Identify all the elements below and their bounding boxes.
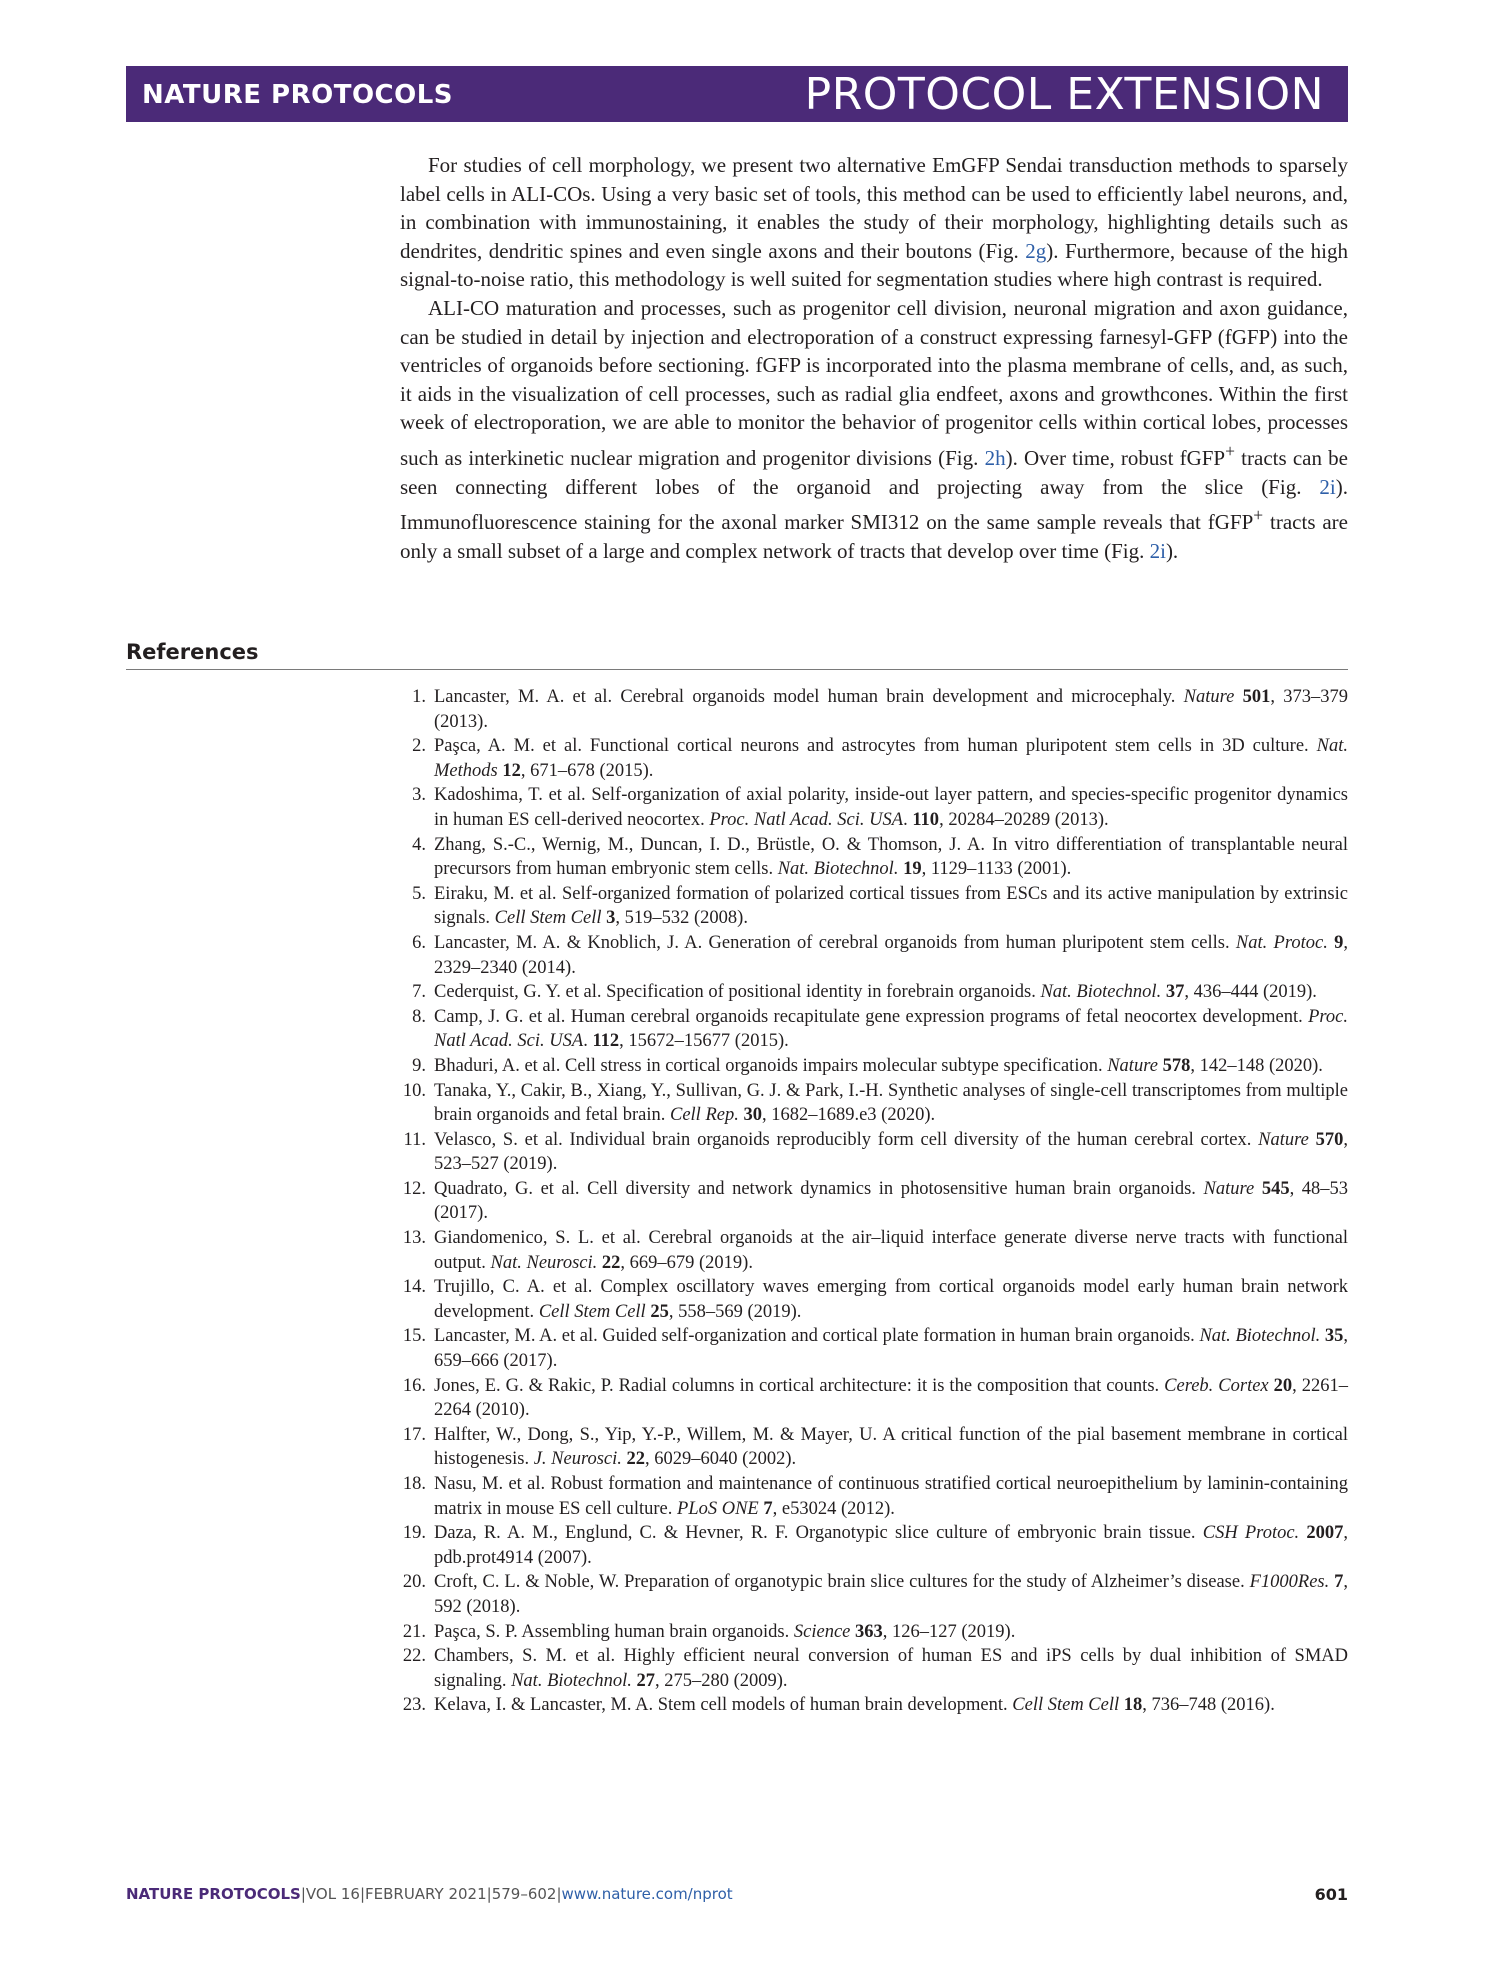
reference-text xyxy=(434,1695,1275,1715)
reference-number: 8. xyxy=(412,1006,426,1027)
footer-volume: VOL 16 xyxy=(305,1885,360,1903)
reference-authors-title: Lancaster, M. A. et al. Cerebral organoids model human brain development and microcephaly. xyxy=(434,687,1184,707)
reference-pages-year: , 659–666 (2017). xyxy=(434,1326,1349,1372)
header-banner xyxy=(126,66,1348,122)
reference-journal: Science xyxy=(793,1621,851,1642)
figure-link[interactable]: 2h xyxy=(984,445,1006,470)
reference-number: 21. xyxy=(402,1621,426,1642)
reference-journal: CSH Protoc. xyxy=(1202,1523,1300,1544)
reference-volume: 578 xyxy=(1162,1055,1191,1076)
reference-authors-title: Giandomenico, S. L. et al. Cerebral organoids at the air–liquid interface generate diverse nerve tracts with functional output. xyxy=(434,1228,1348,1273)
reference-journal: Cell Stem Cell xyxy=(538,1301,646,1322)
footer-journal: NATURE PROTOCOLS xyxy=(126,1885,301,1903)
reference-journal: Nature xyxy=(1183,687,1235,707)
reference-journal: Cell Stem Cell xyxy=(1012,1695,1120,1716)
reference-volume: 27 xyxy=(636,1670,655,1691)
reference-item xyxy=(396,1128,1348,1177)
reference-journal: Nat. Biotechnol. xyxy=(511,1670,632,1691)
reference-number: 22. xyxy=(402,1646,426,1667)
reference-pages-year: , 436–444 (2019). xyxy=(1184,982,1317,1003)
reference-authors-title: Trujillo, C. A. et al. Complex oscillatory waves emerging from cortical organoids model early human brain network development. xyxy=(434,1277,1348,1322)
reference-number: 15. xyxy=(402,1326,426,1347)
reference-authors-title: Nasu, M. et al. Robust formation and maintenance of continuous stratified cortical neuroepithelium by laminin-containing matrix in mouse ES cell culture. xyxy=(434,1474,1348,1519)
reference-authors-title: Paşca, A. M. et al. Functional cortical neurons and astrocytes from human pluripotent stem cells in 3D culture. xyxy=(434,736,1317,757)
reference-volume: 501 xyxy=(1242,687,1271,707)
text-span: For studies of cell morphology, we present two alternative EmGFP Sendai transduction methods to sparsely label cells in ALI-COs. Using a very basic set of tools, this method can be used to efficiently label neurons, and, in combination with immunostaining, it enables the study of their morphology, highlighting details such as dendrites, dendritic spines and even single axons and their boutons (Fig. xyxy=(400,153,1348,263)
page-footer xyxy=(126,1885,1348,1903)
footer-separator: | xyxy=(556,1885,562,1903)
text-span: ). Over time, robust fGFP xyxy=(1005,445,1226,470)
reference-number: 5. xyxy=(412,883,426,904)
journal-name: NATURE PROTOCOLS xyxy=(142,80,454,110)
reference-journal: Cereb. Cortex xyxy=(1164,1375,1269,1396)
reference-journal: Proc. Natl Acad. Sci. USA xyxy=(434,1006,1348,1052)
reference-pages-year: , 126–127 (2019). xyxy=(882,1621,1016,1642)
reference-authors-title: Kelava, I. & Lancaster, M. A. Stem cell models of human brain development. xyxy=(434,1695,1013,1716)
reference-text xyxy=(434,1572,1348,1617)
reference-journal: Nature xyxy=(1203,1178,1255,1199)
reference-authors-title: Quadrato, G. et al. Cell diversity and network dynamics in photosensitive human brain organoids. xyxy=(434,1178,1204,1199)
footer-separator: | xyxy=(359,1885,365,1903)
body-text xyxy=(400,151,1348,565)
reference-pages-year: , pdb.prot4914 (2007). xyxy=(434,1523,1349,1568)
reference-authors-title: Chambers, S. M. et al. Highly efficient neural conversion of human ES and iPS cells by dual inhibition of SMAD signaling. xyxy=(434,1646,1348,1691)
reference-spacer xyxy=(1234,687,1242,707)
reference-volume: 2007 xyxy=(1306,1523,1344,1544)
text-span: ). Immunofluorescence staining for the axonal marker SMI312 on the same sample reveals that fGFP xyxy=(400,474,1348,535)
reference-number: 10. xyxy=(402,1080,426,1101)
reference-volume: 570 xyxy=(1315,1129,1344,1150)
reference-item xyxy=(396,833,1348,882)
reference-text xyxy=(434,1081,1348,1126)
reference-item xyxy=(396,1620,1348,1645)
reference-pages-year: , 1129–1133 (2001). xyxy=(921,859,1072,880)
page-number: 601 xyxy=(1314,1885,1348,1904)
reference-authors-title: Zhang, S.-C., Wernig, M., Duncan, I. D., Brüstle, O. & Thomson, J. A. In vitro differentiation of transplantable neural precursors from human embryonic stem cells. xyxy=(434,834,1348,880)
reference-text xyxy=(434,1523,1348,1568)
reference-item xyxy=(396,1005,1348,1054)
reference-authors-title: Velasco, S. et al. Individual brain organoids reproducibly form cell diversity of the human cerebral cortex. xyxy=(434,1129,1259,1150)
reference-text xyxy=(434,1646,1348,1691)
reference-volume: 110 xyxy=(912,809,940,830)
reference-item xyxy=(396,931,1348,980)
reference-number: 4. xyxy=(412,834,426,855)
text-span: tracts can be seen connecting different lobes of the organoid and projecting away from the slice (Fig. xyxy=(400,445,1348,499)
reference-item xyxy=(396,1521,1348,1570)
reference-volume: 3 xyxy=(606,908,616,929)
reference-authors-title: Croft, C. L. & Noble, W. Preparation of organotypic brain slice cultures for the study of Alzheimer’s disease. xyxy=(434,1572,1250,1593)
reference-authors-title: Lancaster, M. A. & Knoblich, J. A. Generation of cerebral organoids from human pluripotent stem cells. xyxy=(434,932,1236,953)
text-span: ). xyxy=(1165,538,1179,563)
reference-number: 11. xyxy=(403,1129,426,1150)
reference-volume: 19 xyxy=(903,859,922,880)
reference-number: 1. xyxy=(412,687,426,707)
paragraph xyxy=(400,151,1348,294)
reference-pages-year: , 523–527 (2019). xyxy=(434,1129,1349,1175)
reference-item xyxy=(396,1275,1348,1324)
reference-number: 7. xyxy=(412,982,426,1003)
footer-pages: 579–602 xyxy=(491,1885,557,1903)
reference-text xyxy=(434,1622,1015,1642)
reference-text xyxy=(434,835,1348,880)
reference-spacer: . xyxy=(903,809,913,830)
reference-journal: Nat. Methods xyxy=(434,736,1348,781)
paragraph xyxy=(400,294,1348,565)
reference-journal: PLoS ONE xyxy=(677,1498,759,1519)
reference-text xyxy=(434,884,1348,929)
reference-authors-title: Bhaduri, A. et al. Cell stress in cortical organoids impairs molecular subtype specification. xyxy=(434,1055,1108,1076)
footer-separator: | xyxy=(486,1885,492,1903)
reference-volume: 7 xyxy=(1334,1572,1344,1593)
reference-item xyxy=(396,1079,1348,1128)
footer-separator: | xyxy=(300,1885,306,1903)
reference-text xyxy=(434,1277,1348,1322)
article-type: PROTOCOL EXTENSION xyxy=(804,69,1324,120)
reference-text xyxy=(434,1130,1348,1175)
reference-volume: 22 xyxy=(626,1449,646,1470)
reference-pages-year: , 15672–15677 (2015). xyxy=(619,1031,789,1052)
reference-number: 13. xyxy=(402,1228,426,1249)
reference-text xyxy=(434,1007,1348,1052)
figure-link[interactable]: 2i xyxy=(1319,474,1336,499)
reference-journal: Cell Rep. xyxy=(669,1105,739,1126)
reference-authors-title: Paşca, S. P. Assembling human brain organoids. xyxy=(434,1621,794,1642)
reference-text xyxy=(434,736,1348,781)
figure-link[interactable]: 2g xyxy=(1025,238,1047,263)
reference-volume: 112 xyxy=(592,1031,620,1052)
reference-pages-year: , 1682–1689.e3 (2020). xyxy=(761,1105,936,1126)
text-span: tracts are only a small subset of a large and complex network of tracts that develop over time (Fig. xyxy=(400,510,1348,563)
reference-pages-year: , 48–53 (2017). xyxy=(434,1178,1349,1224)
reference-item xyxy=(396,685,1348,734)
reference-journal: Proc. Natl Acad. Sci. USA xyxy=(709,809,904,830)
figure-link[interactable]: 2i xyxy=(1149,538,1166,563)
reference-item xyxy=(396,980,1348,1005)
reference-number: 14. xyxy=(402,1277,426,1298)
reference-item xyxy=(396,1226,1348,1275)
reference-text xyxy=(434,1425,1348,1470)
reference-authors-title: Lancaster, M. A. et al. Guided self-organization and cortical plate formation in human brain organoids. xyxy=(434,1326,1200,1347)
reference-authors-title: Cederquist, G. Y. et al. Specification of positional identity in forebrain organoids. xyxy=(434,982,1041,1003)
reference-text xyxy=(434,1474,1348,1519)
reference-volume: 9 xyxy=(1334,932,1344,953)
reference-volume: 22 xyxy=(601,1252,621,1273)
reference-text xyxy=(434,1056,1323,1076)
reference-journal: Nature xyxy=(1107,1055,1158,1076)
reference-pages-year: , 2261–2264 (2010). xyxy=(434,1375,1349,1421)
reference-authors-title: Halfter, W., Dong, S., Yip, Y.-P., Willem, M. & Mayer, U. A critical function of the pial basement membrane in cortical histogenesis. xyxy=(434,1424,1348,1470)
reference-item xyxy=(396,882,1348,931)
reference-text xyxy=(434,1179,1348,1224)
reference-volume: 18 xyxy=(1123,1695,1143,1716)
reference-pages-year: , 142–148 (2020). xyxy=(1190,1055,1323,1076)
reference-journal: F1000Res. xyxy=(1249,1572,1330,1593)
footer-url-link[interactable]: www.nature.com/nprot xyxy=(561,1885,733,1903)
reference-spacer xyxy=(1254,1179,1262,1199)
reference-text xyxy=(434,1228,1348,1273)
reference-number: 12. xyxy=(402,1178,426,1199)
reference-number: 9. xyxy=(412,1055,426,1076)
reference-text xyxy=(434,1376,1348,1421)
reference-pages-year: , e53024 (2012). xyxy=(772,1498,895,1519)
reference-text xyxy=(434,933,1348,978)
reference-item xyxy=(396,1644,1348,1693)
reference-number: 20. xyxy=(402,1572,426,1593)
references-heading: References xyxy=(126,640,259,664)
reference-volume: 7 xyxy=(763,1498,773,1519)
reference-pages-year: , 373–379 (2013). xyxy=(434,687,1348,732)
reference-volume: 25 xyxy=(650,1301,669,1322)
reference-volume: 12 xyxy=(502,760,521,781)
reference-volume: 35 xyxy=(1324,1326,1344,1347)
reference-item xyxy=(396,1177,1348,1226)
reference-pages-year: , 669–679 (2019). xyxy=(620,1252,753,1273)
reference-text xyxy=(434,982,1317,1002)
reference-number: 23. xyxy=(402,1695,426,1716)
reference-journal: Nat. Neurosci. xyxy=(490,1252,598,1273)
reference-journal: Nat. Biotechnol. xyxy=(777,859,899,880)
reference-journal: Nat. Protoc. xyxy=(1235,932,1328,953)
reference-pages-year: , 275–280 (2009). xyxy=(654,1670,788,1691)
reference-volume: 363 xyxy=(855,1621,883,1642)
reference-volume: 20 xyxy=(1273,1375,1293,1396)
reference-journal: Cell Stem Cell xyxy=(494,908,602,929)
reference-pages-year: , 592 (2018). xyxy=(434,1572,1349,1617)
reference-item xyxy=(396,1374,1348,1423)
reference-authors-title: Daza, R. A. M., Englund, C. & Hevner, R. F. Organotypic slice culture of embryonic brain tissue. xyxy=(434,1523,1203,1544)
reference-pages-year: , 20284–20289 (2013). xyxy=(939,809,1109,830)
reference-pages-year: , 6029–6040 (2002). xyxy=(645,1449,797,1470)
reference-item xyxy=(396,734,1348,783)
reference-volume: 30 xyxy=(743,1105,762,1126)
reference-item xyxy=(396,1693,1348,1718)
references-divider xyxy=(126,669,1348,670)
references-list xyxy=(396,685,1348,1718)
text-span: ). Furthermore, because of the high signal-to-noise ratio, this methodology is well suited for segmentation studies where high contrast is required. xyxy=(400,238,1348,292)
reference-item xyxy=(396,1054,1348,1079)
reference-authors-title: Jones, E. G. & Rakic, P. Radial columns in cortical architecture: it is the composition that counts. xyxy=(434,1375,1165,1396)
reference-journal: J. Neurosci. xyxy=(533,1449,622,1470)
superscript: + xyxy=(1253,505,1264,526)
reference-journal: Nat. Biotechnol. xyxy=(1199,1326,1321,1347)
reference-number: 2. xyxy=(412,736,426,757)
reference-number: 6. xyxy=(412,932,426,953)
reference-authors-title: Camp, J. G. et al. Human cerebral organoids recapitulate gene expression programs of fetal neocortex development. xyxy=(434,1006,1309,1027)
reference-number: 17. xyxy=(402,1424,426,1445)
reference-number: 18. xyxy=(402,1474,426,1494)
reference-authors-title: Tanaka, Y., Cakir, B., Xiang, Y., Sullivan, G. J. & Park, I.-H. Synthetic analyses of single-cell transcriptomes from multiple brain organoids and fetal brain. xyxy=(434,1080,1348,1126)
reference-item xyxy=(396,783,1348,832)
footer-issue-date: FEBRUARY 2021 xyxy=(365,1885,487,1903)
reference-text xyxy=(434,687,1348,732)
reference-number: 16. xyxy=(402,1375,426,1396)
reference-authors-title: Kadoshima, T. et al. Self-organization of axial polarity, inside-out layer pattern, and species-specific progenitor dynamics in human ES cell-derived neocortex. xyxy=(434,785,1348,830)
reference-volume: 545 xyxy=(1261,1178,1290,1199)
reference-number: 19. xyxy=(402,1523,426,1544)
reference-item xyxy=(396,1472,1348,1521)
reference-spacer xyxy=(1309,1130,1316,1150)
reference-text xyxy=(434,1326,1348,1371)
reference-item xyxy=(396,1570,1348,1619)
reference-pages-year: , 671–678 (2015). xyxy=(520,760,654,781)
reference-item xyxy=(396,1324,1348,1373)
reference-authors-title: Eiraku, M. et al. Self-organized formation of polarized cortical tissues from ESCs and its active manipulation by extrinsic signals. xyxy=(434,883,1348,929)
reference-pages-year: , 519–532 (2008). xyxy=(615,908,748,929)
reference-number: 3. xyxy=(412,785,426,806)
reference-journal: Nat. Biotechnol. xyxy=(1040,982,1162,1003)
reference-text xyxy=(434,785,1348,830)
reference-volume: 37 xyxy=(1165,982,1185,1003)
reference-pages-year: , 2329–2340 (2014). xyxy=(434,932,1348,978)
reference-journal: Nature xyxy=(1258,1129,1309,1150)
superscript: + xyxy=(1225,440,1235,461)
reference-spacer: . xyxy=(583,1031,593,1052)
reference-pages-year: , 736–748 (2016). xyxy=(1142,1695,1275,1716)
reference-item xyxy=(396,1423,1348,1472)
reference-pages-year: , 558–569 (2019). xyxy=(668,1301,802,1322)
text-span: ALI-CO maturation and processes, such as progenitor cell division, neuronal migration and axon guidance, can be studied in detail by injection and electroporation of a construct expressing farnesyl-GFP (fGFP) into the ventricles of organoids before sectioning. fGFP is incorporated into the plasma membrane of cells, and, as such, it aids in the visualization of cell processes, such as radial glia endfeet, axons and growthcones. Within the first week of electroporation, we are able to monitor the behavior of progenitor cells within cortical lobes, processes such as interkinetic nuclear migration and progenitor divisions (Fig. xyxy=(400,295,1348,470)
